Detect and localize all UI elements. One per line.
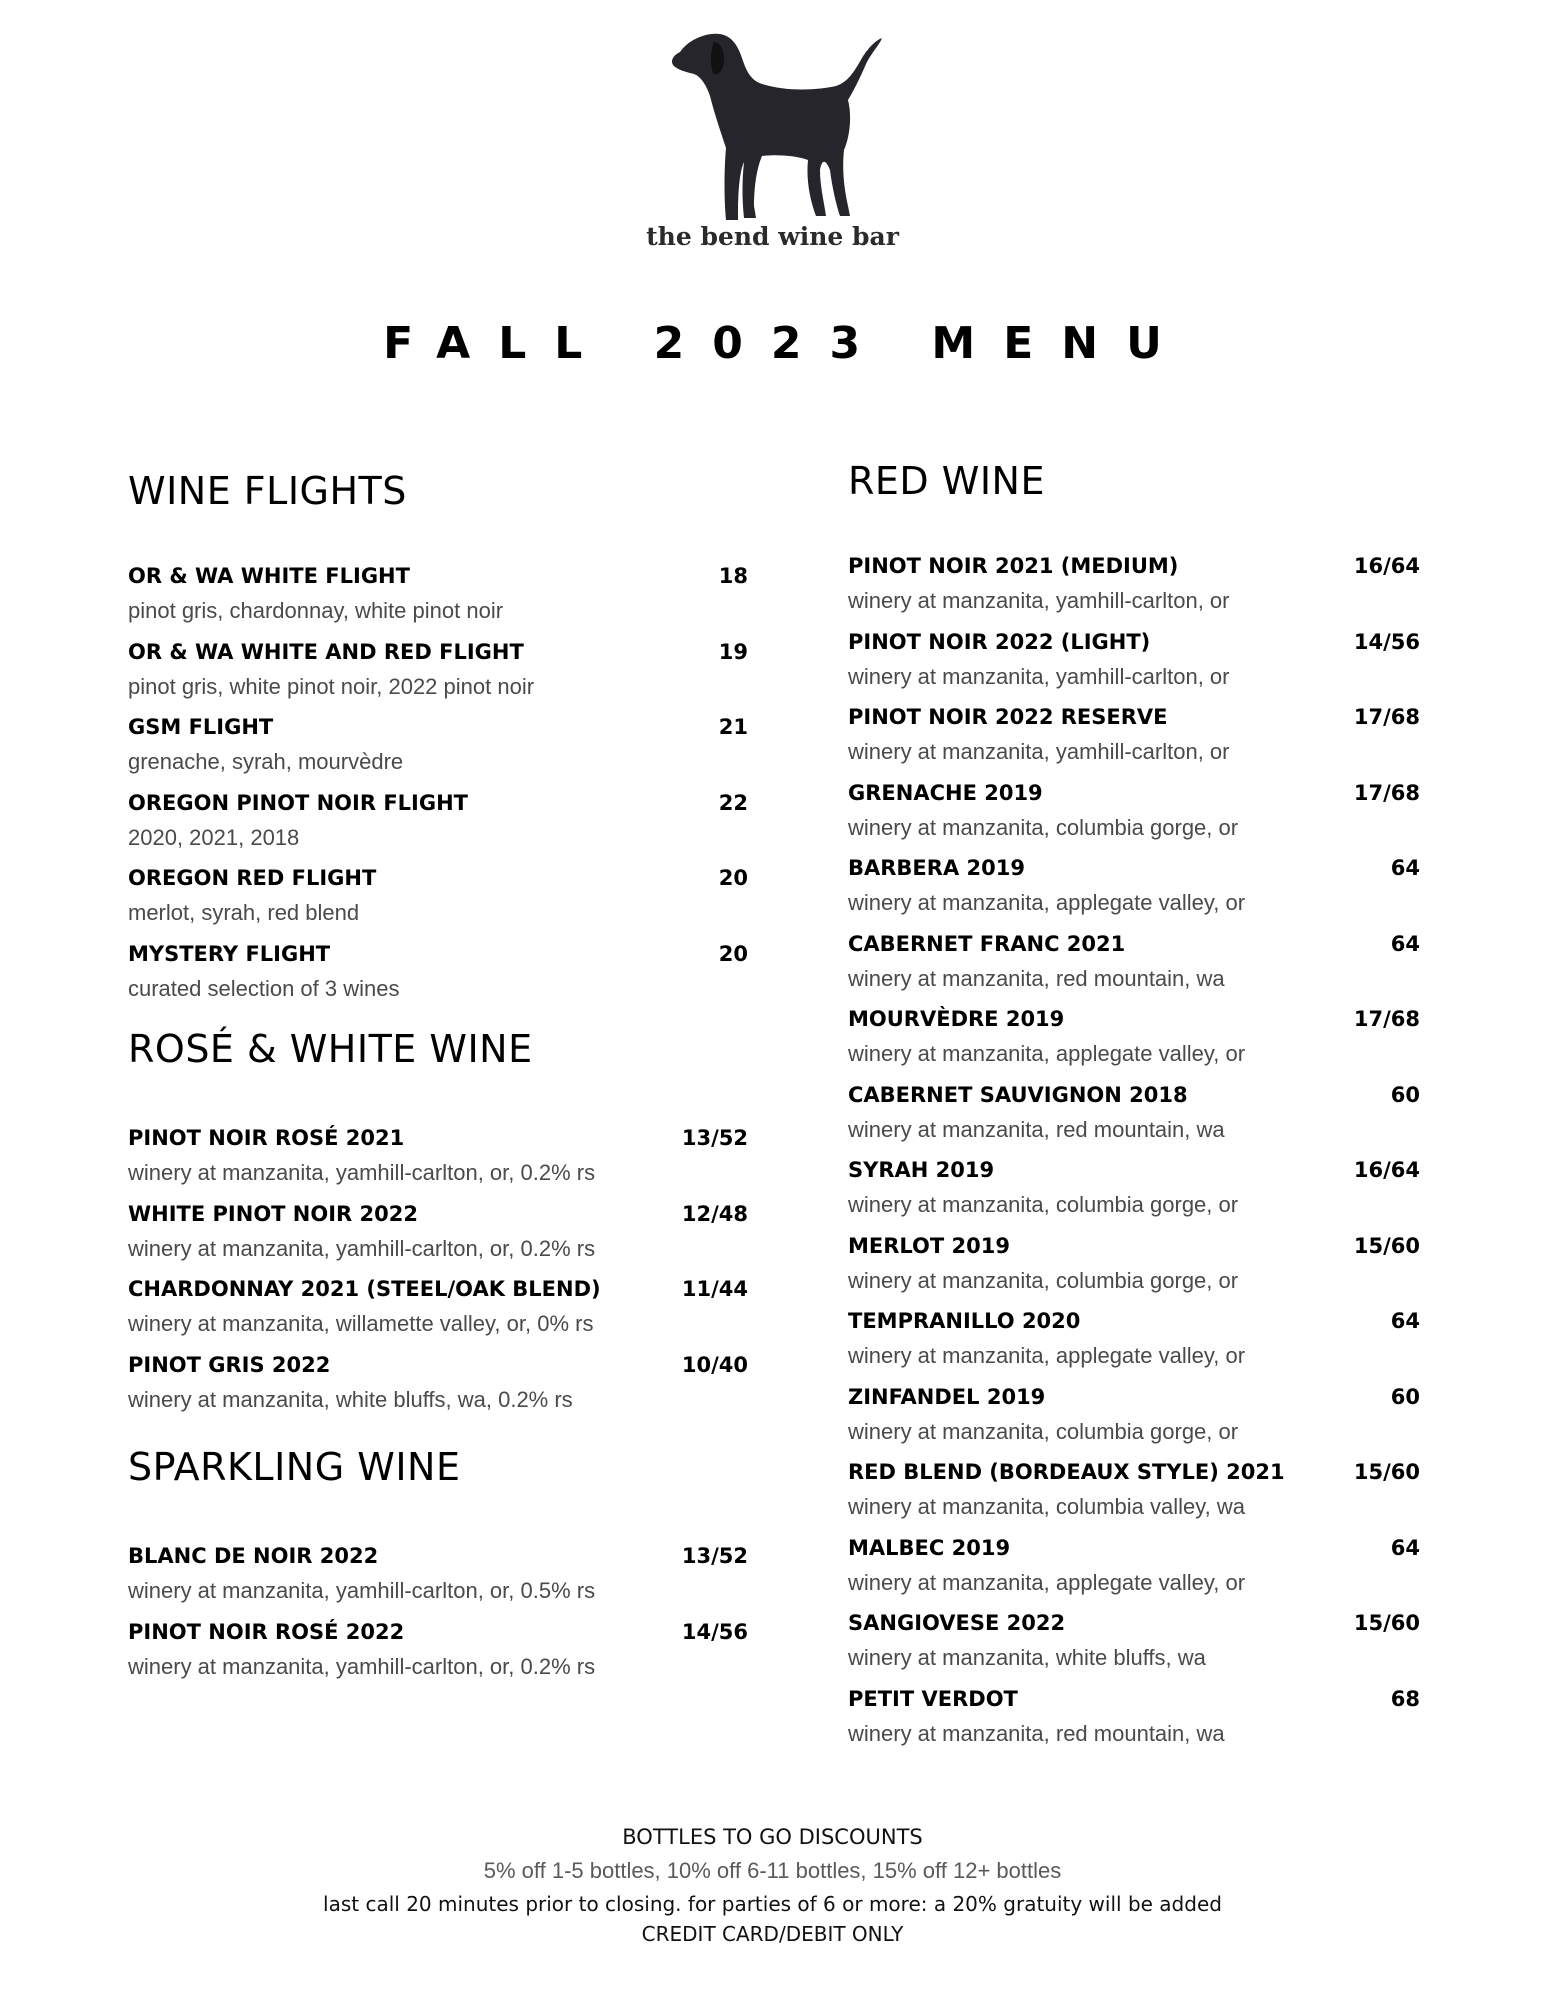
menu-item [848,1379,1420,1455]
wine-description: pinot gris, white pinot noir, 2022 pinot noir [128,673,535,699]
menu-item [128,860,748,936]
wine-name: SYRAH 2019 [848,1158,995,1182]
wine-description: winery at manzanita, columbia gorge, or [848,1192,1239,1217]
menu-item [128,936,748,1012]
menu-item [848,1605,1420,1681]
wine-description: winery at manzanita, yamhill-carlton, or [848,663,1230,689]
menu-item-row [848,1379,1420,1415]
menu-item [848,699,1420,775]
wine-name: CABERNET FRANC 2021 [848,931,1126,956]
menu-item-row [128,1196,748,1232]
wine-price: 22 [718,790,748,815]
wine-flights-list [128,558,748,1011]
menu-item-row [848,1077,1420,1113]
menu-item-row [848,624,1420,660]
wine-name: PINOT NOIR ROSÉ 2021 [128,1126,405,1150]
wine-name: GRENACHE 2019 [848,780,1043,805]
wine-name: SANGIOVESE 2022 [848,1611,1066,1635]
wine-price: 64 [1390,1309,1420,1333]
wine-price: 15/60 [1353,1611,1420,1635]
wine-name: BLANC DE NOIR 2022 [128,1544,379,1568]
menu-item [128,709,748,785]
notice-text: last call 20 minutes prior to closing. for parties of 6 or more: a 20% gratuity will be added [323,1892,1222,1916]
wine-description: winery at manzanita, columbia gorge, or [848,1418,1239,1444]
wine-name: ZINFANDEL 2019 [848,1384,1046,1409]
wine-price: 60 [1390,1082,1420,1107]
wine-price: 16/64 [1353,554,1420,578]
menu-item-row [848,1454,1420,1490]
wine-description: winery at manzanita, yamhill-carlton, or [848,739,1230,764]
left-column-rose-white [128,1018,748,1422]
wine-price: 20 [718,866,748,890]
brand-name: the bend wine bar [646,222,899,251]
wine-name: MALBEC 2019 [848,1535,1011,1560]
menu-item-row [848,1681,1420,1717]
menu-item-row [128,709,748,745]
menu-item-row [848,1303,1420,1339]
sparkling-list [128,1538,748,1689]
wine-price: 10/40 [681,1352,748,1377]
menu-item-row [848,548,1420,584]
page-title: FALL 2023 MENU [383,318,1190,369]
wine-name: PINOT NOIR 2022 (LIGHT) [848,629,1151,654]
wine-description: winery at manzanita, columbia gorge, or [848,814,1239,840]
wine-description: winery at manzanita, white bluffs, wa [848,1645,1206,1670]
wine-name: OR & WA WHITE FLIGHT [128,564,410,588]
menu-item-row [128,860,748,896]
rose-white-list [128,1120,748,1422]
menu-item-row [848,926,1420,962]
menu-item [128,785,748,861]
wine-description: winery at manzanita, applegate valley, or [848,1343,1246,1368]
menu-item [848,1681,1420,1757]
wine-name: MOURVÈDRE 2019 [848,1007,1065,1031]
wine-description: winery at manzanita, willamette valley, or, 0% rs [128,1311,594,1336]
wine-price: 12/48 [681,1201,748,1226]
wine-name: BARBERA 2019 [848,856,1025,880]
wine-price: 19 [718,639,748,664]
left-column-sparkling [128,1436,748,1689]
wine-price: 11/44 [681,1277,748,1301]
wine-name: OREGON RED FLIGHT [128,866,377,890]
wine-description: winery at manzanita, applegate valley, or [848,1569,1246,1595]
wine-price: 68 [1390,1686,1420,1711]
wine-name: RED BLEND (BORDEAUX STYLE) 2021 [848,1460,1285,1484]
wine-description: winery at manzanita, yamhill-carlton, or, 0.5% rs [128,1578,596,1603]
wine-description: winery at manzanita, yamhill-carlton, or, 0.2% rs [128,1653,596,1679]
red-wine-list [848,548,1420,1756]
menu-item-row [848,1152,1420,1188]
section-heading-wine-flights: WINE FLIGHTS [128,469,407,513]
wine-description: winery at manzanita, columbia valley, wa [848,1494,1245,1519]
wine-name: WHITE PINOT NOIR 2022 [128,1201,418,1226]
wine-description: winery at manzanita, applegate valley, or [848,890,1246,915]
wine-name: PINOT GRIS 2022 [128,1352,331,1377]
wine-name: OREGON PINOT NOIR FLIGHT [128,790,469,815]
wine-price: 18 [718,564,748,588]
wine-price: 17/68 [1353,705,1420,729]
right-column [848,450,1420,1756]
wine-description: merlot, syrah, red blend [128,900,360,925]
menu-item [848,926,1420,1002]
wine-description: grenache, syrah, mourvèdre [128,749,404,774]
footer [0,1820,1545,1948]
menu-item [848,1530,1420,1606]
wine-price: 20 [718,941,748,966]
discounts-heading: BOTTLES TO GO DISCOUNTS [622,1825,923,1849]
menu-item [848,850,1420,926]
wine-name: CABERNET SAUVIGNON 2018 [848,1082,1188,1107]
menu-item [128,1120,748,1196]
wine-description: winery at manzanita, yamhill-carlton, or, 0.2% rs [128,1235,596,1261]
left-column [128,460,748,1011]
menu-item [128,1347,748,1423]
payment-text: CREDIT CARD/DEBIT ONLY [641,1922,904,1946]
menu-item-row [848,1228,1420,1264]
wine-name: PINOT NOIR 2021 (MEDIUM) [848,554,1179,578]
menu-item [848,624,1420,700]
menu-item-row [848,1605,1420,1641]
menu-item [848,1001,1420,1077]
wine-description: winery at manzanita, red mountain, wa [848,965,1225,991]
wine-description: winery at manzanita, yamhill-carlton, or, 0.2% rs [128,1160,596,1185]
wine-price: 64 [1390,931,1420,956]
menu-item [848,1228,1420,1304]
menu-item-row [848,699,1420,735]
wine-name: PETIT VERDOT [848,1686,1018,1711]
wine-price: 17/68 [1353,1007,1420,1031]
wine-price: 17/68 [1353,780,1420,805]
menu-item-row [128,1614,748,1650]
menu-item-row [128,1347,748,1383]
menu-item [128,1271,748,1347]
section-heading-rose-white: ROSÉ & WHITE WINE [128,1027,533,1071]
menu-item [848,1152,1420,1228]
wine-price: 64 [1390,856,1420,880]
wine-name: PINOT NOIR ROSÉ 2022 [128,1619,405,1644]
wine-description: winery at manzanita, columbia gorge, or [848,1267,1239,1293]
menu-item [848,1077,1420,1153]
menu-item [128,558,748,634]
wine-description: winery at manzanita, applegate valley, or [848,1041,1246,1066]
wine-description: winery at manzanita, red mountain, wa [848,1116,1225,1142]
wine-price: 15/60 [1353,1460,1420,1484]
wine-name: CHARDONNAY 2021 (STEEL/OAK BLEND) [128,1277,601,1301]
wine-price: 64 [1390,1535,1420,1560]
wine-price: 16/64 [1353,1158,1420,1182]
menu-item-row [128,785,748,821]
dog-silhouette-icon [658,20,888,225]
wine-name: MYSTERY FLIGHT [128,941,331,966]
menu-item-row [848,775,1420,811]
wine-description: curated selection of 3 wines [128,975,400,1001]
menu-item-row [128,558,748,594]
menu-item [848,1303,1420,1379]
wine-price: 13/52 [681,1126,748,1150]
wine-price: 15/60 [1353,1233,1420,1258]
menu-item [848,1454,1420,1530]
menu-item-row [848,1001,1420,1037]
menu-item-row [128,936,748,972]
wine-price: 14/56 [681,1619,748,1644]
menu-item [848,548,1420,624]
wine-name: GSM FLIGHT [128,715,274,739]
wine-price: 14/56 [1353,629,1420,654]
wine-name: TEMPRANILLO 2020 [848,1309,1081,1333]
wine-price: 60 [1390,1384,1420,1409]
wine-name: OR & WA WHITE AND RED FLIGHT [128,639,524,664]
menu-item-row [128,1538,748,1574]
wine-description: 2020, 2021, 2018 [128,824,300,850]
wine-description: winery at manzanita, white bluffs, wa, 0.2% rs [128,1386,573,1412]
menu-item [128,1614,748,1690]
section-heading-sparkling: SPARKLING WINE [128,1445,461,1489]
menu-item-row [848,850,1420,886]
wine-name: PINOT NOIR 2022 RESERVE [848,705,1168,729]
wine-price: 13/52 [681,1544,748,1568]
menu-item [128,1538,748,1614]
wine-price: 21 [718,715,748,739]
wine-description: pinot gris, chardonnay, white pinot noir [128,598,504,623]
wine-description: winery at manzanita, yamhill-carlton, or [848,588,1230,613]
menu-item [848,775,1420,851]
menu-item [128,634,748,710]
menu-item-row [128,1120,748,1156]
menu-item-row [128,634,748,670]
menu-item [128,1196,748,1272]
section-heading-red-wine: RED WINE [848,459,1045,503]
discounts-text: 5% off 1-5 bottles, 10% off 6-11 bottles, 15% off 12+ bottles [483,1858,1062,1883]
wine-name: MERLOT 2019 [848,1233,1010,1258]
menu-item-row [128,1271,748,1307]
wine-description: winery at manzanita, red mountain, wa [848,1720,1225,1746]
menu-item-row [848,1530,1420,1566]
